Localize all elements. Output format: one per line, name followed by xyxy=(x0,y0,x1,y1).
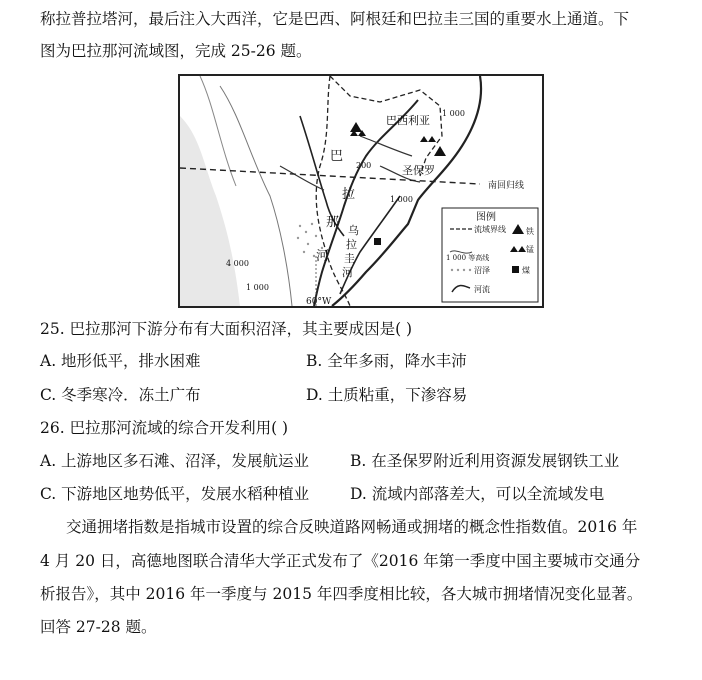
label-contour-1000-top: 1 000 xyxy=(442,109,465,118)
label-he2: 河 xyxy=(342,266,353,279)
q26-option-c: C. 下游地区地势低平，发展水稻种植业 xyxy=(40,485,310,503)
legend-contour-label: 1 000 等高线 xyxy=(446,254,490,262)
label-longitude: 60°W xyxy=(306,297,332,306)
coal-symbol xyxy=(374,238,381,245)
andes-shading xyxy=(180,116,240,306)
passage-line-1: 交通拥堵指数是指城市设置的综合反映道路网畅通或拥堵的概念性指数值。2016 年 xyxy=(66,518,638,536)
label-la2: 拉 xyxy=(346,238,357,251)
tributary-3 xyxy=(280,166,324,190)
label-gui: 圭 xyxy=(344,252,355,265)
legend-coal-icon xyxy=(512,266,519,273)
label-wu: 乌 xyxy=(348,224,359,237)
label-contour-200: 200 xyxy=(356,161,372,170)
q26-option-a: A. 上游地区多石滩、沼泽，发展航运业 xyxy=(40,452,310,470)
passage-line-4: 回答 27-28 题。 xyxy=(40,618,157,636)
legend-iron-label: 铁 xyxy=(526,227,534,236)
q25-option-c: C. 冬季寒冷．冻土广布 xyxy=(40,386,201,404)
label-la: 拉 xyxy=(342,187,356,202)
passage-line-3: 析报告》，其中 2016 年一季度与 2015 年四季度相比较，各大城市拥堵情况变化显著。 xyxy=(40,585,643,603)
label-na: 那 xyxy=(326,215,340,230)
legend-coal-label: 煤 xyxy=(522,266,530,275)
q25-option-d: D. 土质粘重，下渗容易 xyxy=(306,386,468,404)
passage-line-2: 4 月 20 日，高德地图联合清华大学正式发布了《2016 年第一季度中国主要城市交通分 xyxy=(40,552,641,570)
legend-basin-label: 流域界线 xyxy=(474,225,506,234)
legend-title: 图例 xyxy=(476,212,496,223)
label-contour-1000-bottom: 1 000 xyxy=(246,283,269,292)
intro-line-2: 图为巴拉那河流域图，完成 25-26 题。 xyxy=(40,42,312,60)
q25-stem: 25. 巴拉那河下游分布有大面积沼泽，其主要成因是( ) xyxy=(40,320,413,338)
q26-option-d: D. 流域内部落差大，可以全流域发电 xyxy=(350,485,605,503)
q26-stem: 26. 巴拉那河流域的综合开发利用( ) xyxy=(40,419,289,437)
parana-basin-map xyxy=(178,74,544,308)
q25-option-b: B. 全年多雨，降水丰沛 xyxy=(306,352,467,370)
legend-manganese-label: 锰 xyxy=(526,245,534,254)
label-brasilia: 巴西利亚 xyxy=(386,114,430,127)
legend-river-label: 河流 xyxy=(474,285,490,294)
legend-swamp-label: 沼泽 xyxy=(474,266,490,275)
label-sao-paulo: 圣保罗 xyxy=(402,164,435,177)
q25-option-a: A. 地形低平，排水困难 xyxy=(40,352,201,370)
q26-option-b: B. 在圣保罗附近利用资源发展钢铁工业 xyxy=(350,452,620,470)
label-contour-1000-mid: 1 000 xyxy=(390,195,413,204)
label-contour-4000: 4 000 xyxy=(226,259,249,268)
label-tropic: 南回归线 xyxy=(488,181,525,191)
label-ba: 巴 xyxy=(330,149,344,164)
tropic-line xyxy=(180,168,480,184)
map-drawing xyxy=(180,76,542,306)
label-he: 河 xyxy=(316,249,330,264)
iron-symbol-2 xyxy=(434,146,446,156)
intro-line-1: 称拉普拉塔河，最后注入大西洋，它是巴西、阿根廷和巴拉圭三国的重要水上通道。下 xyxy=(40,10,630,28)
manganese-symbol-2 xyxy=(420,136,436,142)
iron-symbol xyxy=(350,122,362,132)
